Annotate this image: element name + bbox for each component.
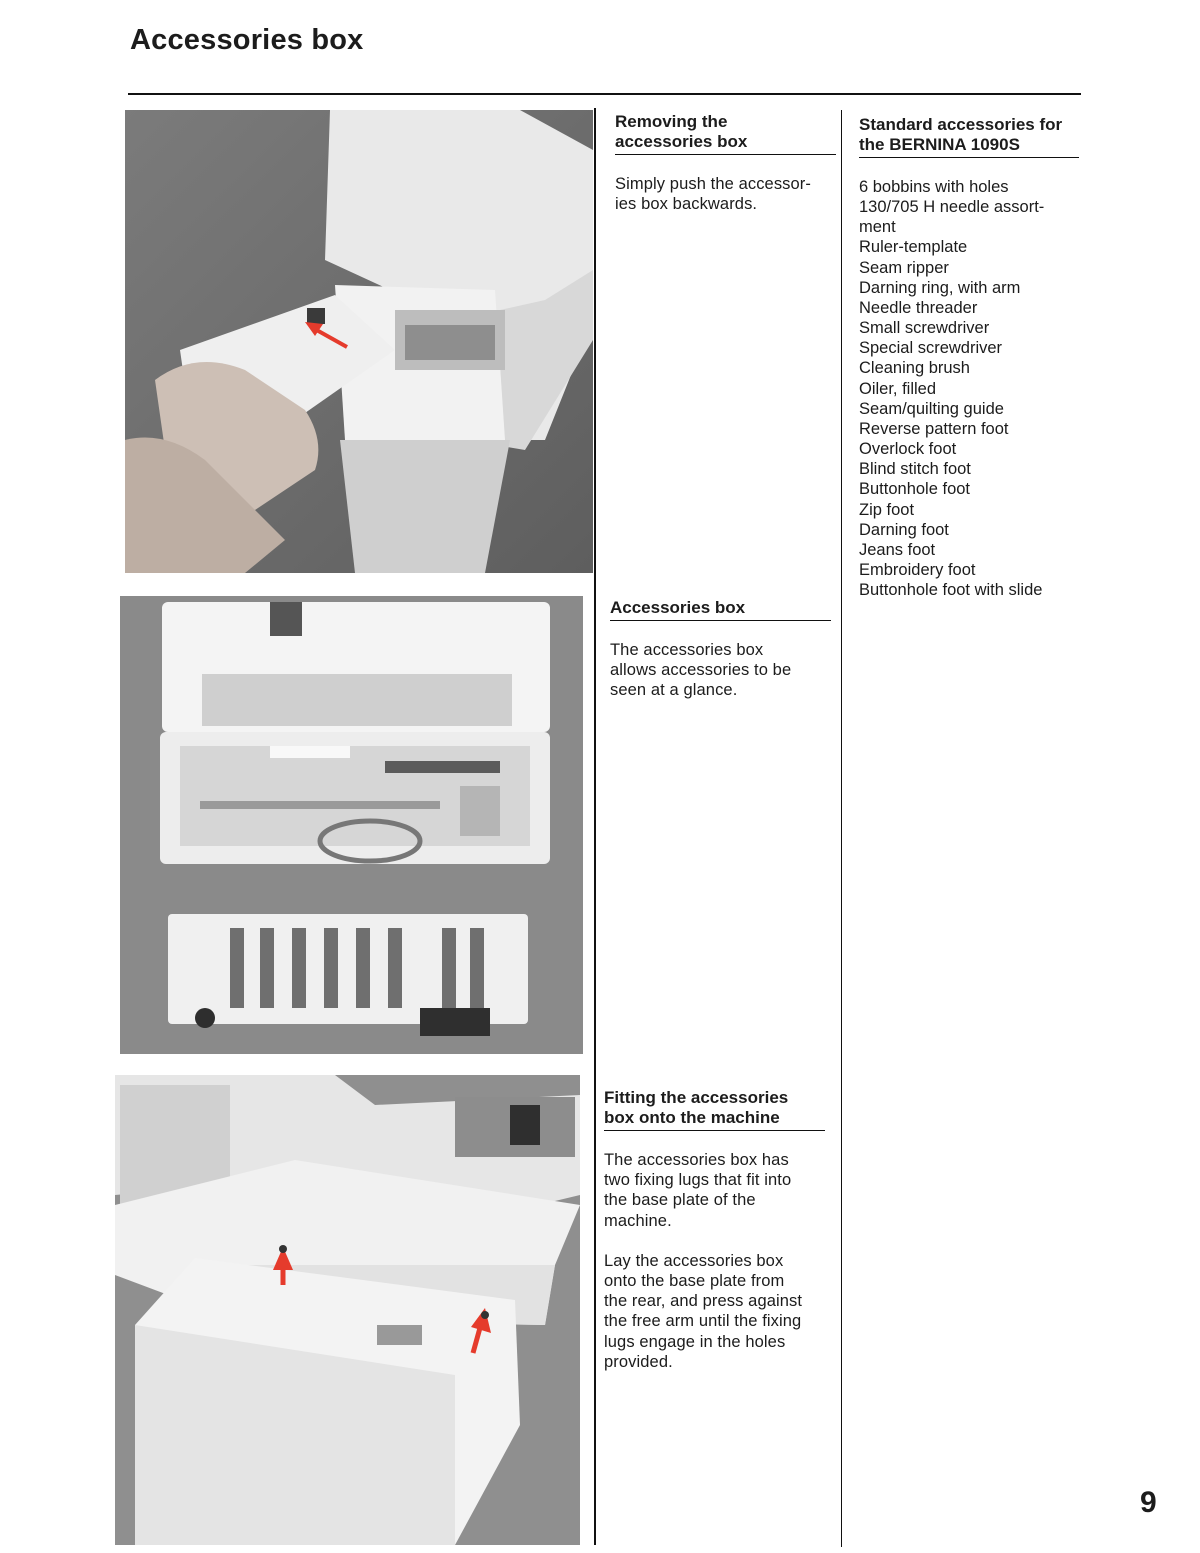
list-item: Buttonhole foot with slide [859, 581, 1043, 600]
fitting-paragraph-2: Lay the accessories box onto the base plate from the rear, and press against the free arm until the fixing lugs engage in the holes provided. [604, 1251, 803, 1371]
section-heading-removing: Removing the accessories box [615, 112, 836, 155]
list-item: Oiler, filled [859, 379, 937, 398]
section-heading-fitting: Fitting the accessories box onto the machine [604, 1088, 825, 1131]
section-removing [615, 112, 836, 234]
page-number: 9 [1140, 1486, 1157, 1519]
fitting-paragraph-1: The accessories box has two fixing lugs that fit into the base plate of the machine. [604, 1151, 792, 1230]
photo-fitting-accessories-box [115, 1075, 580, 1545]
list-item: 130/705 H needle assort- ment [859, 198, 1045, 237]
list-item: Blind stitch foot [859, 460, 971, 479]
section-body-removing [615, 174, 836, 214]
list-item: Seam ripper [859, 258, 949, 277]
list-item: Special screwdriver [859, 339, 1003, 358]
list-item: Small screwdriver [859, 319, 990, 338]
list-item: Ruler-template [859, 238, 968, 257]
list-item: Darning foot [859, 520, 949, 539]
column-rule-left [594, 108, 596, 1545]
column-rule-right [841, 110, 842, 1547]
accessories-box-paragraph: The accessories box allows accessories to be seen at a glance. [610, 641, 792, 700]
section-body-accessories-box [610, 640, 831, 701]
section-heading-standard-accessories: Standard accessories for the BERNINA 1090S [859, 115, 1079, 158]
title-rule [128, 93, 1081, 95]
list-item: Overlock foot [859, 440, 957, 459]
list-item: Darning ring, with arm [859, 278, 1021, 297]
list-item: Buttonhole foot [859, 480, 971, 499]
list-item: 6 bobbins with holes [859, 178, 1009, 196]
accessories-list [859, 177, 1079, 600]
list-item: Needle threader [859, 298, 978, 317]
removing-paragraph: Simply push the accessor- ies box backwards. [615, 175, 811, 214]
section-body-fitting [604, 1150, 825, 1372]
section-fitting [604, 1088, 825, 1392]
section-accessories-box [610, 598, 831, 721]
photo-open-accessories-box [120, 596, 583, 1054]
list-item: Reverse pattern foot [859, 419, 1009, 438]
list-item: Zip foot [859, 500, 915, 519]
list-item: Seam/quilting guide [859, 399, 1004, 418]
list-item: Cleaning brush [859, 359, 970, 378]
page-title: Accessories box [130, 24, 364, 56]
section-standard-accessories [859, 115, 1079, 600]
section-heading-accessories-box: Accessories box [610, 598, 831, 621]
photo-removing-accessories-box [125, 110, 593, 573]
list-item: Embroidery foot [859, 560, 976, 579]
list-item: Jeans foot [859, 540, 936, 559]
